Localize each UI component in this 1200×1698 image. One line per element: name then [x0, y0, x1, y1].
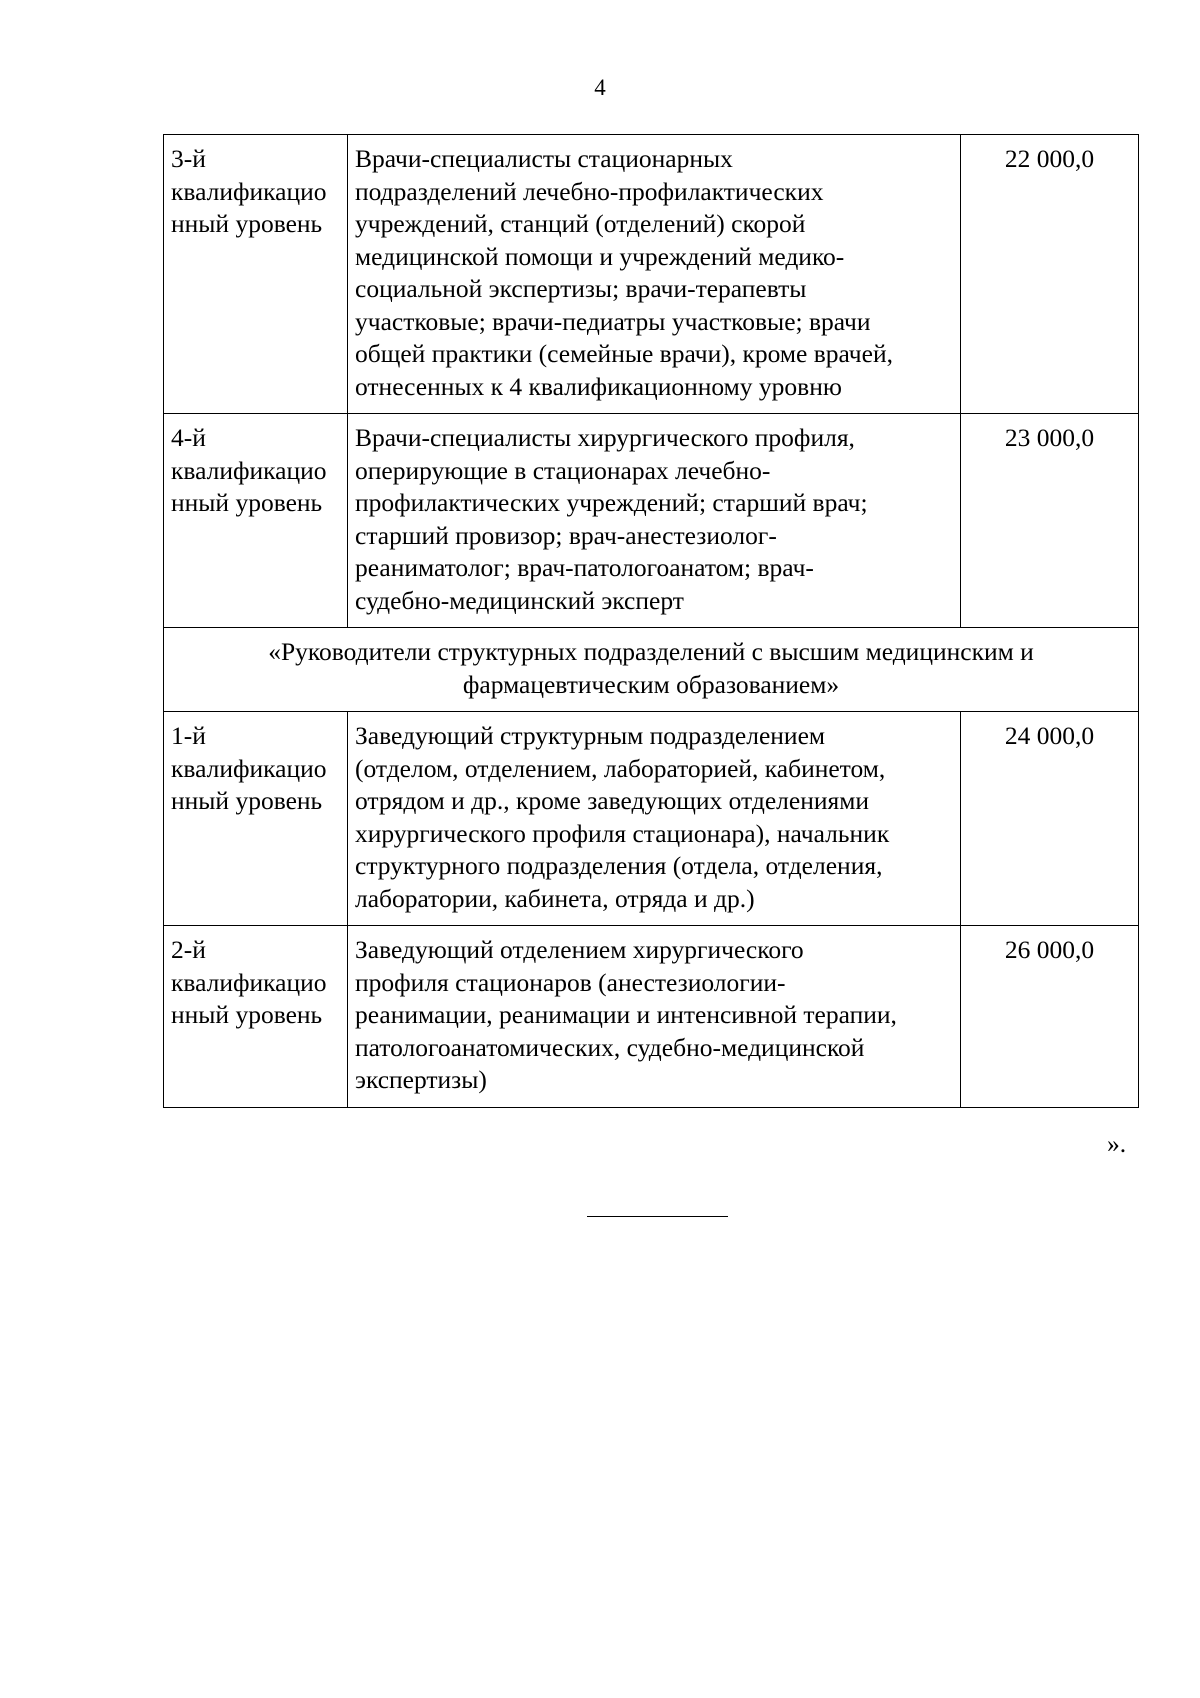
table-row — [164, 712, 1139, 926]
description-line: профилактических учреждений; старший врач; — [355, 488, 868, 517]
table-row — [164, 414, 1139, 628]
salary-value: 24 000,0 — [1004, 721, 1095, 750]
description-line: структурного подразделения (отдела, отделения, — [355, 851, 883, 880]
description-line: реанимации, реанимации и интенсивной терапии, — [355, 1000, 897, 1029]
description-line: Врачи-специалисты хирургического профиля, — [355, 423, 855, 452]
level-line: нный уровень — [171, 1000, 323, 1029]
group-header-line: «Руководители структурных подразделений с высшим медицинским и — [268, 637, 1034, 666]
level-line: 1-й — [171, 721, 206, 750]
qualification-level-cell — [164, 926, 348, 1108]
position-description-cell — [348, 712, 961, 926]
qualification-level-cell — [164, 712, 348, 926]
salary-value: 23 000,0 — [1004, 423, 1095, 452]
level-line: 4-й — [171, 423, 206, 452]
closing-quote-mark: ». — [1107, 1129, 1127, 1158]
salary-table — [163, 134, 1139, 1108]
level-line: квалификацио — [171, 753, 327, 783]
salary-value-cell — [961, 135, 1139, 414]
description-line: экспертизы) — [355, 1065, 487, 1094]
description-line: социальной экспертизы; врачи-терапевты — [355, 274, 807, 303]
description-line: (отделом, отделением, лабораторией, кабинетом, — [355, 753, 886, 783]
qualification-level-cell — [164, 135, 348, 414]
qualification-level-cell — [164, 414, 348, 628]
description-line: реаниматолог; врач-патологоанатом; врач- — [355, 553, 814, 582]
table-row — [164, 926, 1139, 1108]
group-header-row — [164, 628, 1139, 712]
level-line: квалификацио — [171, 967, 327, 997]
level-line: 3-й — [171, 144, 206, 173]
salary-value: 22 000,0 — [1004, 144, 1095, 173]
description-line: лаборатории, кабинета, отряда и др.) — [355, 883, 755, 913]
description-line: патологоанатомических, судебно-медицинской — [355, 1032, 865, 1062]
description-line: старший провизор; врач-анестезиолог- — [355, 520, 777, 550]
level-line: 2-й — [171, 935, 206, 964]
level-line: квалификацио — [171, 455, 327, 485]
level-line: квалификацио — [171, 176, 327, 206]
description-line: отнесенных к 4 квалификационному уровню — [355, 371, 842, 401]
separator-line — [587, 1216, 728, 1217]
description-line: участковые; врачи-педиатры участковые; врачи — [355, 306, 871, 336]
level-line: нный уровень — [171, 786, 323, 815]
description-line: подразделений лечебно-профилактических — [355, 176, 824, 206]
description-line: профиля стационаров (анестезиологии- — [355, 967, 786, 997]
salary-value-cell — [961, 414, 1139, 628]
level-line: нный уровень — [171, 488, 323, 517]
description-line: медицинской помощи и учреждений медико- — [355, 241, 845, 271]
level-line: нный уровень — [171, 209, 323, 238]
salary-value: 26 000,0 — [1004, 935, 1095, 964]
description-line: Заведующий структурным подразделением — [355, 721, 826, 750]
description-line: хирургического профиля стационара), начальник — [355, 818, 890, 848]
position-description-cell — [348, 414, 961, 628]
table-row — [164, 135, 1139, 414]
description-line: Заведующий отделением хирургического — [355, 935, 804, 964]
group-header-line: фармацевтическим образованием» — [462, 669, 840, 699]
description-line: общей практики (семейные врачи), кроме врачей, — [355, 339, 893, 368]
salary-value-cell — [961, 712, 1139, 926]
page-number: 4 — [594, 75, 606, 100]
description-line: Врачи-специалисты стационарных — [355, 144, 733, 173]
position-description-cell — [348, 926, 961, 1108]
description-line: отрядом и др., кроме заведующих отделениями — [355, 786, 870, 815]
description-line: учреждений, станций (отделений) скорой — [355, 209, 806, 238]
description-line: судебно-медицинский эксперт — [355, 585, 684, 615]
description-line: оперирующие в стационарах лечебно- — [355, 455, 771, 485]
position-description-cell — [348, 135, 961, 414]
salary-value-cell — [961, 926, 1139, 1108]
group-header-cell — [164, 628, 1139, 712]
